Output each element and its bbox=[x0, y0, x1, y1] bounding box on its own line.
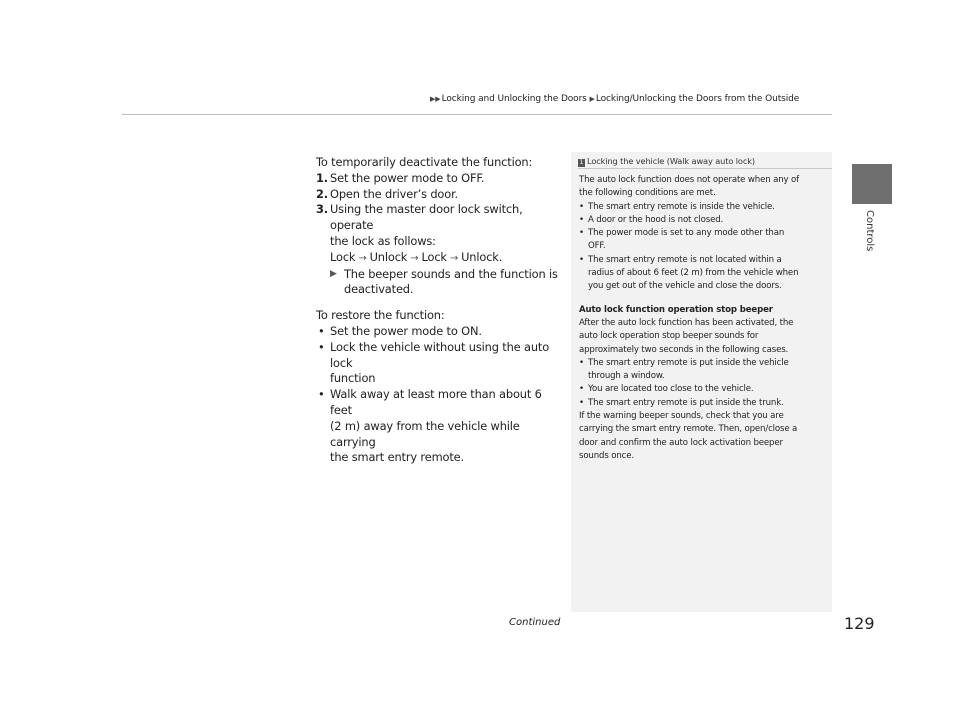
breadcrumb bbox=[430, 94, 799, 104]
section-tab-label: Controls bbox=[864, 210, 875, 252]
restore-bullet-3-cont: the smart entry remote. bbox=[330, 450, 464, 465]
bullet-icon: • bbox=[579, 214, 584, 225]
step-2: 2. Open the driver’s door. bbox=[316, 186, 459, 201]
sidebar-subheading: Auto lock function operation stop beeper bbox=[579, 304, 773, 315]
sidebar-bullet: • A door or the hood is not closed. bbox=[579, 214, 827, 227]
restore-heading: To restore the function: bbox=[316, 308, 445, 323]
bullet-icon: • bbox=[579, 397, 584, 408]
sidebar-title[interactable]: 1 Locking the vehicle (Walk away auto lock) bbox=[579, 156, 755, 166]
intro-text: To temporarily deactivate the function: bbox=[316, 155, 533, 169]
sidebar-bullet: • The smart entry remote is inside the vehicle. bbox=[579, 201, 827, 214]
page-number: 129 bbox=[844, 614, 875, 633]
sidebar-bullet: • The smart entry remote is put inside the trunk. bbox=[579, 397, 827, 410]
lock-sequence: Lock → Unlock → Lock → Unlock. bbox=[330, 249, 503, 264]
sidebar-body: The auto lock function does not operate when any of the following conditions are met. • The smart entry remote is inside the vehicle. • A door or the hood is not closed. • The power mode is set to any mode other than OFF. • The smart entry remote is not located within a radius of about 6 feet (2 m) from the vehicle when you get out of the vehicle and close the doors. Auto lock function operation stop beeper After the auto lock function has been activated, the auto lock operation stop beeper sounds for approximately two seconds in the following cases. • The smart entry remote is put inside the vehicle through a window. • You are located too close to the vehicle. • The smart entry remote is put inside the trunk. If the warning beeper sounds, check that you are carrying the smart entry remote. Then, open/close a door and confirm the auto lock activation beeper sounds once. bbox=[579, 174, 827, 463]
step-result: ▶ The beeper sounds and the function is bbox=[330, 266, 558, 281]
restore-bullet-3-cont: (2 m) away from the vehicle while carrying bbox=[330, 418, 520, 449]
sidebar-bullet: • The power mode is set to any mode other than bbox=[579, 227, 827, 240]
bullet-icon: • bbox=[318, 323, 325, 338]
restore-bullet-2: • Lock the vehicle without using the auto lock bbox=[318, 339, 550, 370]
bullet-icon: • bbox=[579, 357, 584, 368]
section-tab-marker[interactable] bbox=[852, 164, 892, 204]
arrow-right-icon: → bbox=[449, 252, 459, 264]
bullet-icon: • bbox=[579, 384, 584, 395]
continued-label: Continued bbox=[509, 617, 561, 628]
step-1: 1. Set the power mode to OFF. bbox=[316, 170, 485, 185]
step-number: 1. bbox=[316, 170, 328, 185]
bullet-icon: • bbox=[318, 339, 325, 354]
breadcrumb-item-locking[interactable]: Locking and Unlocking the Doors bbox=[441, 94, 587, 104]
bullet-icon: • bbox=[579, 201, 584, 212]
sidebar-bullet: • You are located too close to the vehicle. bbox=[579, 383, 827, 396]
sidebar-divider bbox=[578, 168, 832, 169]
step-number: 3. bbox=[316, 202, 328, 217]
reference-mark-icon: 1 bbox=[579, 159, 584, 166]
breadcrumb-item-outside[interactable]: Locking/Unlocking the Doors from the Outside bbox=[595, 94, 800, 104]
header-divider bbox=[122, 114, 832, 115]
arrow-right-icon: → bbox=[358, 252, 367, 264]
step-number: 2. bbox=[316, 186, 328, 201]
restore-bullet-1: • Set the power mode to ON. bbox=[318, 323, 482, 338]
restore-bullet-2-cont: function bbox=[330, 371, 376, 386]
bullet-icon: • bbox=[318, 387, 325, 402]
sidebar-bullet: • The smart entry remote is put inside the vehicle bbox=[579, 357, 827, 370]
restore-bullet-3: • Walk away at least more than about 6 feet bbox=[318, 387, 542, 417]
sidebar-bullet: • The smart entry remote is not located within a bbox=[579, 254, 827, 267]
result-triangle-icon: ▶ bbox=[330, 268, 337, 279]
step-3-cont: the lock as follows: bbox=[330, 233, 436, 248]
main-content bbox=[316, 155, 558, 466]
breadcrumb-arrow-icon: ▶▶ bbox=[430, 95, 441, 103]
step-result-cont: deactivated. bbox=[344, 282, 414, 297]
step-3: 3. Using the master door lock switch, operate bbox=[316, 202, 523, 233]
bullet-icon: • bbox=[579, 228, 584, 239]
bullet-icon: • bbox=[579, 254, 584, 265]
breadcrumb-arrow-icon: ▶ bbox=[589, 95, 595, 103]
arrow-right-icon: → bbox=[410, 252, 419, 264]
